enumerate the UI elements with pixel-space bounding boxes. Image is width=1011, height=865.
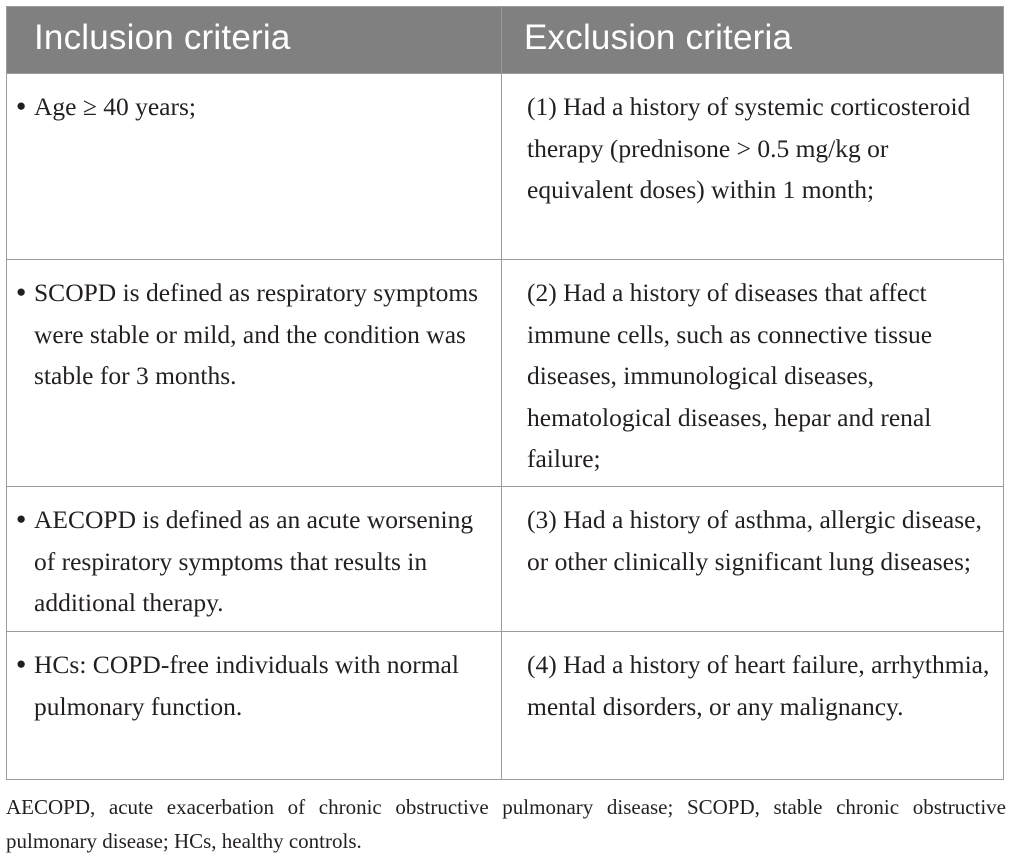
table-row <box>7 260 1004 487</box>
criteria-table <box>6 6 1004 780</box>
inclusion-criteria-header: Inclusion criteria <box>7 7 502 74</box>
inclusion-item <box>16 272 489 397</box>
exclusion-cell <box>502 487 1004 632</box>
bullet-icon: ● <box>16 654 27 673</box>
inclusion-cell <box>7 74 502 260</box>
inclusion-item <box>16 644 489 727</box>
exclusion-text: (1) Had a history of systemic corticosteroid therapy (prednisone > 0.5 mg/kg or equivalent doses) within 1 month; <box>527 92 971 204</box>
table-footnote: AECOPD, acute exacerbation of chronic obstructive pulmonary disease; SCOPD, stable chronic obstructive pulmonary disease; HCs, healthy controls. <box>6 795 1006 853</box>
table-header <box>7 7 1004 74</box>
table-row <box>7 74 1004 260</box>
inclusion-text: HCs: COPD-free individuals with normal pulmonary function. <box>34 650 459 721</box>
inclusion-cell <box>7 260 502 487</box>
exclusion-cell <box>502 632 1004 780</box>
inclusion-item <box>16 86 489 128</box>
bullet-icon: ● <box>16 282 27 301</box>
inclusion-cell <box>7 632 502 780</box>
exclusion-cell <box>502 74 1004 260</box>
header-row <box>7 7 1004 74</box>
exclusion-cell <box>502 260 1004 487</box>
table-body <box>7 74 1004 780</box>
bullet-icon: ● <box>16 509 27 528</box>
inclusion-cell <box>7 487 502 632</box>
inclusion-item <box>16 499 489 624</box>
inclusion-text: AECOPD is defined as an acute worsening of respiratory symptoms that results in additional therapy. <box>34 505 474 617</box>
inclusion-text: SCOPD is defined as respiratory symptoms were stable or mild, and the condition was stable for 3 months. <box>34 278 479 390</box>
exclusion-text: (4) Had a history of heart failure, arrhythmia, mental disorders, or any malignancy. <box>527 650 990 721</box>
table-row <box>7 487 1004 632</box>
inclusion-text: Age ≥ 40 years; <box>34 92 196 121</box>
exclusion-criteria-header: Exclusion criteria <box>502 7 1004 74</box>
exclusion-text: (2) Had a history of diseases that affect immune cells, such as connective tissue diseases, immunological diseases, hematological diseases, hepar and renal failure; <box>527 278 933 473</box>
exclusion-text: (3) Had a history of asthma, allergic disease, or other clinically significant lung diseases; <box>527 505 982 576</box>
bullet-icon: ● <box>16 96 27 115</box>
table-row <box>7 632 1004 780</box>
